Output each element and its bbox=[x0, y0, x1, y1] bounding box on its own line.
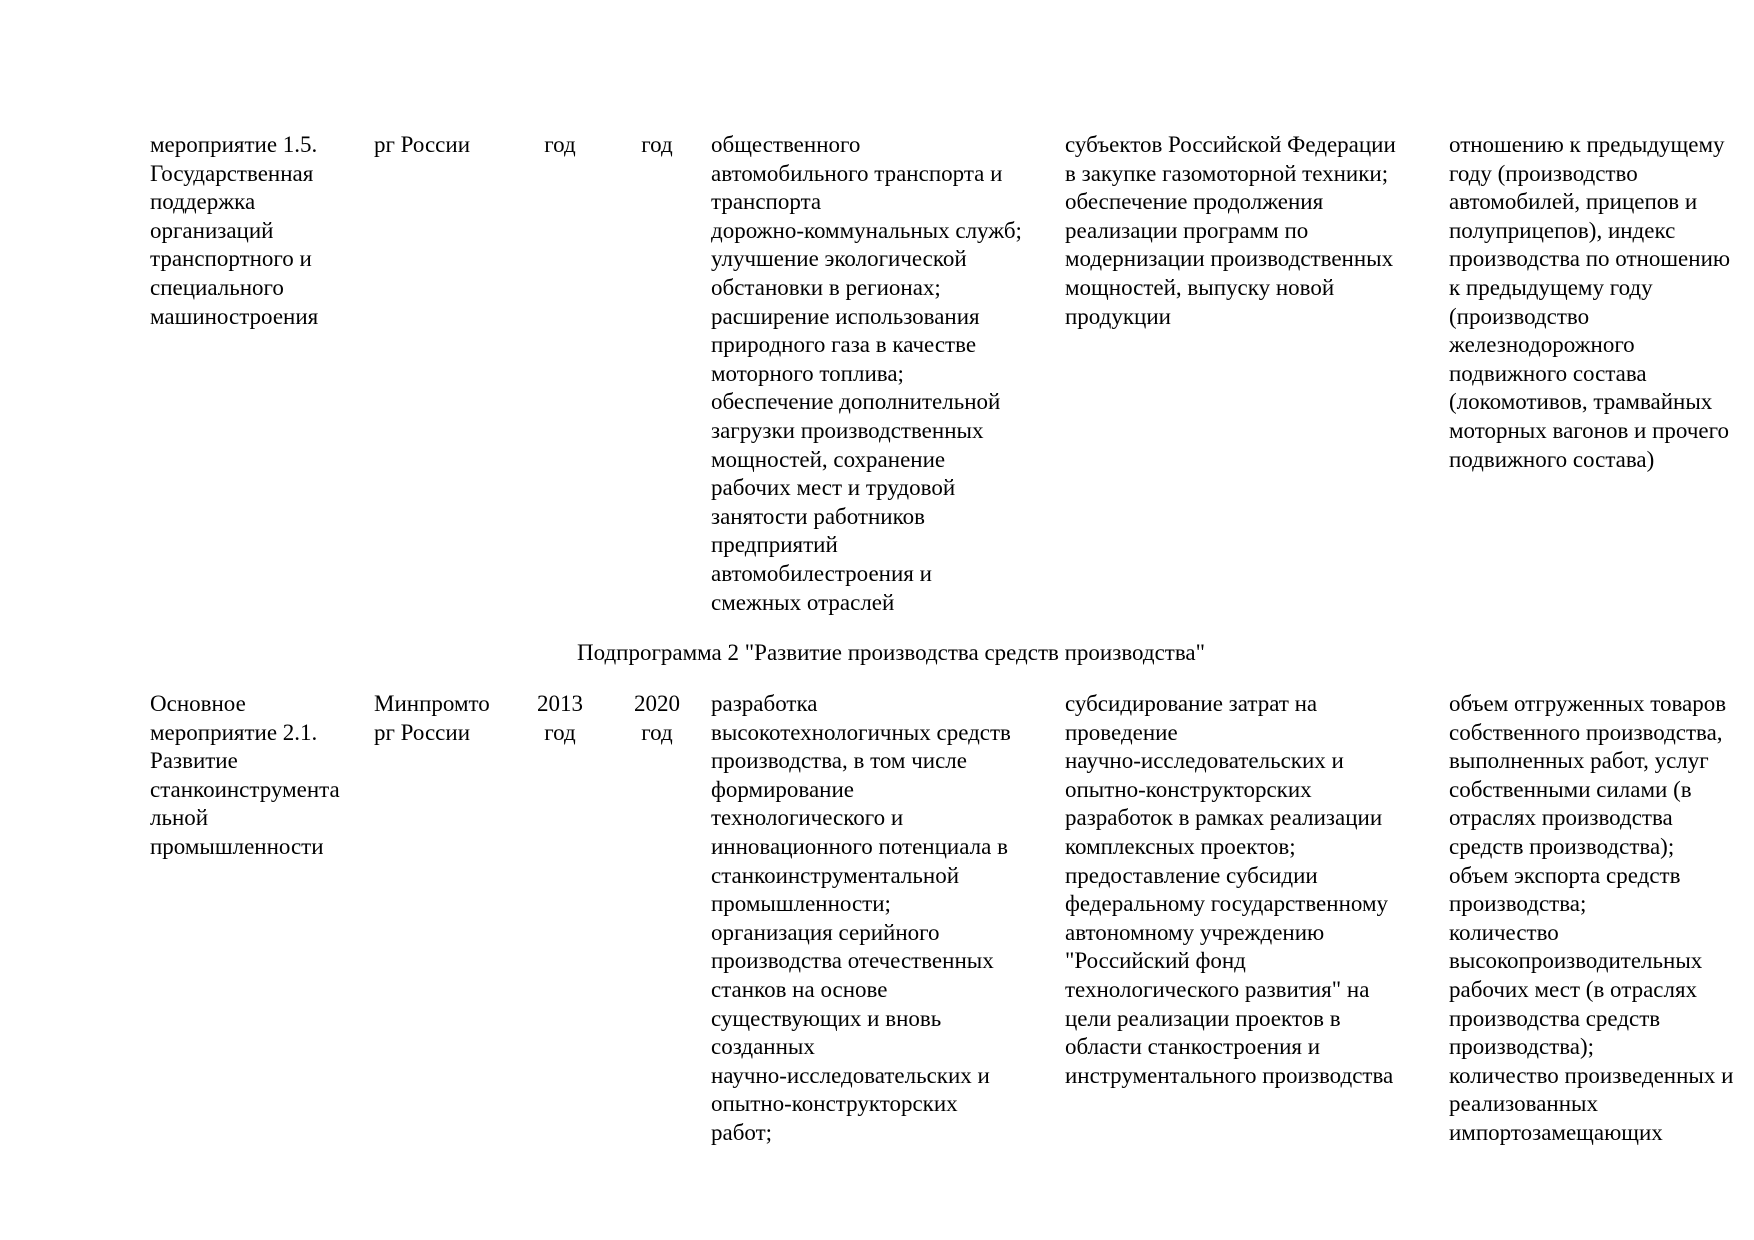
end-year-cell bbox=[622, 690, 692, 747]
text-line: рг России bbox=[374, 719, 471, 745]
text-line: собственными силами (в bbox=[1449, 776, 1692, 802]
text-line: Развитие bbox=[150, 748, 238, 774]
text-line: Государственная bbox=[150, 160, 314, 186]
text-line: реализации программ по bbox=[1065, 217, 1309, 243]
text-line: рабочих мест (в отраслях bbox=[1449, 976, 1698, 1002]
start-year-cell bbox=[525, 690, 595, 747]
text-line: 2013 bbox=[537, 691, 583, 716]
text-line: железнодорожного bbox=[1449, 332, 1635, 358]
text-line: цели реализации проектов в bbox=[1065, 1005, 1341, 1031]
text-line: улучшение экологической bbox=[711, 246, 967, 272]
text-line: рг России bbox=[374, 132, 471, 157]
text-line: занятости работников bbox=[711, 503, 925, 529]
text-line: машиностроения bbox=[150, 303, 319, 329]
text-line: обеспечение дополнительной bbox=[711, 389, 1001, 415]
expected-result-cell bbox=[711, 690, 1061, 1148]
expected-result-cell bbox=[711, 131, 1061, 617]
text-line: организаций bbox=[150, 217, 274, 243]
text-line: обстановки в регионах; bbox=[711, 274, 941, 300]
text-line: объем отгруженных товаров bbox=[1449, 691, 1727, 716]
text-line: в закупке газомоторной техники; bbox=[1065, 160, 1389, 186]
text-line: выполненных работ, услуг bbox=[1449, 748, 1709, 774]
text-line: мероприятие 2.1. bbox=[150, 719, 318, 745]
text-line: научно-исследовательских и bbox=[1065, 748, 1344, 774]
text-line: "Российский фонд bbox=[1065, 948, 1246, 974]
text-line: мощностей, выпуску новой bbox=[1065, 274, 1335, 300]
text-line: промышленности; bbox=[711, 891, 891, 917]
text-line: количество произведенных и bbox=[1449, 1062, 1734, 1088]
text-line: субъектов Российской Федерации bbox=[1065, 132, 1396, 157]
text-line: отраслях производства bbox=[1449, 805, 1673, 831]
subprogram-heading: Подпрограмма 2 "Развитие производства средств производства" bbox=[577, 640, 1205, 665]
main-directions-cell bbox=[1065, 690, 1440, 1090]
text-line: подвижного состава) bbox=[1449, 446, 1655, 472]
text-line: существующих и вновь bbox=[711, 1005, 942, 1031]
text-line: производства отечественных bbox=[711, 948, 994, 974]
text-line: год bbox=[544, 719, 576, 745]
text-line: транспорта bbox=[711, 189, 822, 215]
text-line: полуприцепов), индекс bbox=[1449, 217, 1676, 243]
text-line: технологического развития" на bbox=[1065, 976, 1370, 1002]
text-line: автомобилей, прицепов и bbox=[1449, 189, 1698, 215]
text-line: загрузки производственных bbox=[711, 417, 984, 443]
responsible-executor-cell bbox=[374, 690, 524, 747]
text-line: разработок в рамках реализации bbox=[1065, 805, 1383, 831]
text-line: технологического и bbox=[711, 805, 904, 831]
text-line: станкоинструмента bbox=[150, 776, 340, 802]
text-line: продукции bbox=[1065, 303, 1171, 329]
text-line: природного газа в качестве bbox=[711, 332, 977, 358]
text-line: моторного топлива; bbox=[711, 360, 904, 386]
text-line: созданных bbox=[711, 1034, 815, 1060]
text-line: производства по отношению bbox=[1449, 246, 1731, 272]
text-line: производства); bbox=[1449, 1034, 1595, 1060]
text-line: высокотехнологичных средств bbox=[711, 719, 1011, 745]
text-line: (производство bbox=[1449, 303, 1590, 329]
text-line: производства; bbox=[1449, 891, 1587, 917]
text-line: количество bbox=[1449, 919, 1559, 945]
indicators-link-cell bbox=[1449, 131, 1754, 474]
text-line: научно-исследовательских и bbox=[711, 1062, 990, 1088]
text-line: импортозамещающих bbox=[1449, 1119, 1663, 1145]
text-line: обеспечение продолжения bbox=[1065, 189, 1324, 215]
text-line: инновационного потенциала в bbox=[711, 833, 1008, 859]
start-year-cell bbox=[525, 131, 595, 160]
text-line: моторных вагонов и прочего bbox=[1449, 417, 1729, 443]
text-line: мощностей, сохранение bbox=[711, 446, 946, 472]
end-year-cell bbox=[622, 131, 692, 160]
text-line: автомобилестроения и bbox=[711, 560, 932, 586]
text-line: реализованных bbox=[1449, 1091, 1598, 1117]
text-line: производства, в том числе bbox=[711, 748, 967, 774]
text-line: общественного bbox=[711, 132, 861, 157]
text-line: области станкостроения и bbox=[1065, 1034, 1321, 1060]
text-line: смежных отраслей bbox=[711, 589, 895, 615]
text-line: дорожно-коммунальных служб; bbox=[711, 217, 1022, 243]
text-line: расширение использования bbox=[711, 303, 980, 329]
text-line: рабочих мест и трудовой bbox=[711, 475, 956, 501]
text-line: предоставление субсидии bbox=[1065, 862, 1318, 888]
responsible-executor-cell bbox=[374, 131, 524, 160]
main-directions-cell bbox=[1065, 131, 1440, 331]
text-line: формирование bbox=[711, 776, 855, 802]
text-line: станков на основе bbox=[711, 976, 888, 1002]
text-line: субсидирование затрат на bbox=[1065, 691, 1318, 716]
text-line: льной bbox=[150, 805, 209, 831]
text-line: разработка bbox=[711, 691, 818, 716]
text-line: проведение bbox=[1065, 719, 1178, 745]
text-line: (локомотивов, трамвайных bbox=[1449, 389, 1713, 415]
text-line: федеральному государственному bbox=[1065, 891, 1388, 917]
text-line: Основное bbox=[150, 691, 246, 716]
measure-name-cell bbox=[150, 131, 365, 331]
text-line: автомобильного транспорта и bbox=[711, 160, 1003, 186]
text-line: опытно-конструкторских bbox=[1065, 776, 1312, 802]
text-line: предприятий bbox=[711, 532, 838, 558]
text-line: работ; bbox=[711, 1119, 773, 1145]
text-line: инструментального производства bbox=[1065, 1062, 1394, 1088]
text-line: год bbox=[641, 132, 673, 157]
text-line: высокопроизводительных bbox=[1449, 948, 1703, 974]
text-line: 2020 bbox=[634, 691, 680, 716]
text-line: поддержка bbox=[150, 189, 256, 215]
text-line: объем экспорта средств bbox=[1449, 862, 1681, 888]
text-line: год bbox=[641, 719, 673, 745]
text-line: к предыдущему году bbox=[1449, 274, 1653, 300]
text-line: год bbox=[544, 132, 576, 157]
indicators-link-cell bbox=[1449, 690, 1754, 1148]
measure-name-cell bbox=[150, 690, 365, 862]
text-line: мероприятие 1.5. bbox=[150, 132, 318, 157]
text-line: станкоинструментальной bbox=[711, 862, 960, 888]
text-line: Минпромто bbox=[374, 691, 490, 716]
text-line: подвижного состава bbox=[1449, 360, 1647, 386]
text-line: опытно-конструкторских bbox=[711, 1091, 958, 1117]
text-line: отношению к предыдущему bbox=[1449, 132, 1725, 157]
text-line: средств производства); bbox=[1449, 833, 1675, 859]
text-line: автономному учреждению bbox=[1065, 919, 1325, 945]
text-line: собственного производства, bbox=[1449, 719, 1723, 745]
text-line: модернизации производственных bbox=[1065, 246, 1394, 272]
text-line: транспортного и bbox=[150, 246, 312, 272]
text-line: комплексных проектов; bbox=[1065, 833, 1296, 859]
text-line: специального bbox=[150, 274, 284, 300]
text-line: промышленности bbox=[150, 833, 324, 859]
text-line: организация серийного bbox=[711, 919, 940, 945]
text-line: производства средств bbox=[1449, 1005, 1661, 1031]
text-line: году (производство bbox=[1449, 160, 1638, 186]
